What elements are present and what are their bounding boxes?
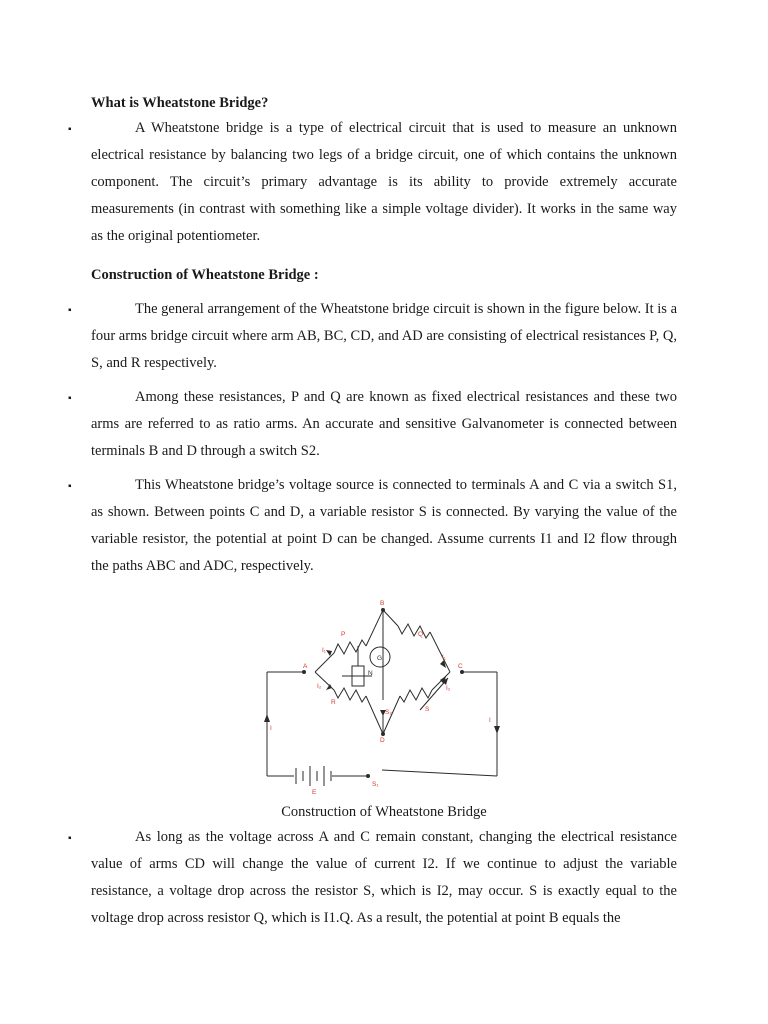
bullet-marker: ▪ (68, 393, 72, 404)
node-label-c: C (458, 663, 463, 670)
paragraph-voltage-source: This Wheatstone bridge’s voltage source is connected to terminals A and C via a switch S1, as shown. Between points C and D, a variable resistor S is connected. By varying the value of the variable resistor, the potential at point D can be changed. Assume currents I1 and I2 flow through the paths ABC and ADC, respectively. (91, 477, 677, 574)
current-label-i1-right: I₁ (442, 654, 446, 661)
paragraph-arrangement: The general arrangement of the Wheatstone bridge circuit is shown in the figure below. It is a four arms bridge circuit where arm AB, BC, CD, and AD are consisting of electrical resistances P, Q, S, and R respectively. (91, 301, 677, 371)
bullet-marker: ▪ (68, 833, 72, 844)
wheatstone-bridge-diagram (252, 596, 518, 796)
resistor-label-q: Q (418, 631, 424, 638)
node-label-b: B (380, 600, 385, 607)
current-label-i2-left: I₂ (317, 683, 322, 690)
switch-label-s2: S₂ (385, 709, 392, 716)
rheostat-label-n: N (368, 670, 373, 677)
current-label-i1-left: I₁ (322, 647, 326, 654)
node-label-d: D (380, 737, 385, 744)
switch-label-s1: S₁ (372, 781, 379, 788)
resistor-label-s: S (425, 706, 430, 713)
section-heading-what-is: What is Wheatstone Bridge? (91, 95, 269, 111)
current-label-i-left: I (270, 725, 272, 732)
galvanometer-label: G (377, 655, 383, 662)
figure-caption: Construction of Wheatstone Bridge (281, 804, 487, 820)
section-heading-construction: Construction of Wheatstone Bridge : (91, 267, 319, 283)
current-label-i-right: I (489, 717, 491, 724)
current-label-i2-right: I₂ (446, 685, 451, 692)
paragraph-balance-condition: As long as the voltage across A and C remain constant, changing the electrical resistance value of arms CD will change the value of current I2. If we continue to adjust the variable resistance, a voltage drop across the resistor S, which is I2, may occur. S is exactly equal to the voltage drop across resistor Q, which is I1.Q. As a result, the potential at point B equals the (91, 829, 677, 926)
battery-label-e: E (312, 789, 317, 796)
resistor-label-r: R (331, 699, 336, 706)
bullet-marker: ▪ (68, 481, 72, 492)
paragraph-ratio-arms: Among these resistances, P and Q are known as fixed electrical resistances and these two arms are referred to as ratio arms. An accurate and sensitive Galvanometer is connected between terminals B and D through a switch S2. (91, 389, 677, 459)
paragraph-definition: A Wheatstone bridge is a type of electrical circuit that is used to measure an unknown electrical resistance by balancing two legs of a bridge circuit, one of which contains the unknown component. The circuit’s primary advantage is its ability to provide extremely accurate measurements (in contrast with something like a simple voltage divider). It works in the same way as the original potentiometer. (91, 120, 677, 244)
node-label-a: A (303, 663, 308, 670)
resistor-label-p: P (341, 631, 346, 638)
bullet-marker: ▪ (68, 124, 72, 135)
bullet-marker: ▪ (68, 305, 72, 316)
